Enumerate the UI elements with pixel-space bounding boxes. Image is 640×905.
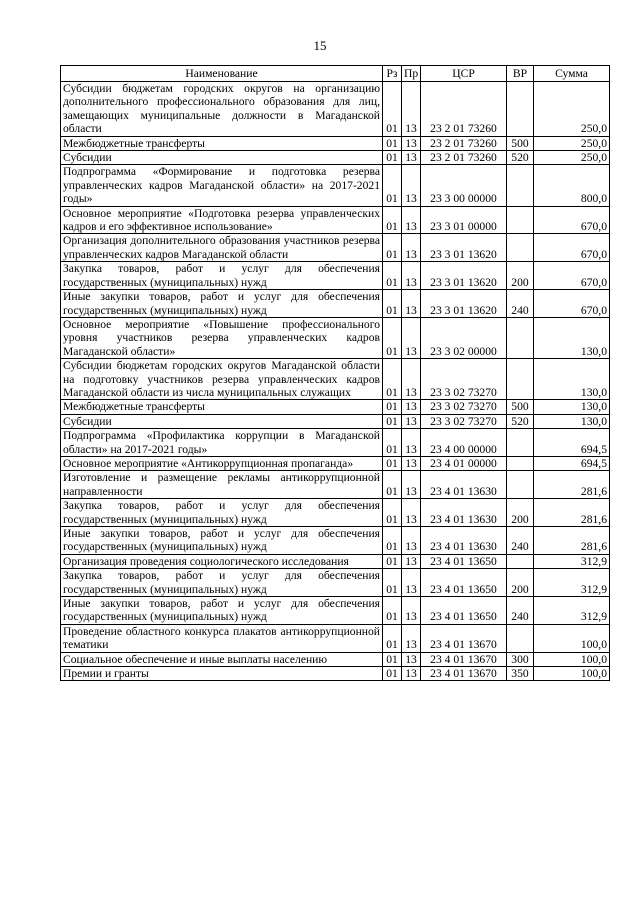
row-csr: 23 3 02 73270 <box>421 400 507 414</box>
row-csr: 23 3 02 00000 <box>421 317 507 358</box>
row-rz: 01 <box>383 414 402 428</box>
table-row <box>61 652 610 666</box>
row-sum: 130,0 <box>534 400 610 414</box>
row-vr: 350 <box>507 667 534 681</box>
row-vr <box>507 234 534 262</box>
row-pr: 13 <box>402 667 421 681</box>
row-csr: 23 3 01 13620 <box>421 290 507 318</box>
table-row <box>61 667 610 681</box>
header-sum: Сумма <box>534 66 610 82</box>
row-pr: 13 <box>402 290 421 318</box>
row-rz: 01 <box>383 527 402 555</box>
row-csr: 23 3 02 73270 <box>421 414 507 428</box>
table-row <box>61 597 610 625</box>
row-pr: 13 <box>402 234 421 262</box>
table-header-row <box>61 66 610 82</box>
row-csr: 23 3 00 00000 <box>421 165 507 206</box>
row-name: Субсидии бюджетам городских округов Магаданской области на подготовку участников резерва управленческих кадров Магаданской области из числа муниципальных служащих <box>61 359 383 400</box>
table-row <box>61 414 610 428</box>
row-csr: 23 2 01 73260 <box>421 136 507 150</box>
row-pr: 13 <box>402 136 421 150</box>
row-rz: 01 <box>383 554 402 568</box>
row-sum: 130,0 <box>534 317 610 358</box>
row-pr: 13 <box>402 652 421 666</box>
row-name: Организация проведения социологического исследования <box>61 554 383 568</box>
row-pr: 13 <box>402 471 421 499</box>
table-row <box>61 569 610 597</box>
row-name: Субсидии <box>61 151 383 165</box>
row-csr: 23 4 01 13630 <box>421 499 507 527</box>
row-rz: 01 <box>383 290 402 318</box>
row-sum: 100,0 <box>534 667 610 681</box>
row-name: Иные закупки товаров, работ и услуг для обеспечения государственных (муниципальных) нужд <box>61 527 383 555</box>
row-pr: 13 <box>402 400 421 414</box>
row-rz: 01 <box>383 400 402 414</box>
row-sum: 281,6 <box>534 471 610 499</box>
table-row <box>61 471 610 499</box>
table-row <box>61 262 610 290</box>
row-rz: 01 <box>383 624 402 652</box>
row-sum: 800,0 <box>534 165 610 206</box>
table-row <box>61 359 610 400</box>
header-name: Наименование <box>61 66 383 82</box>
row-vr: 240 <box>507 597 534 625</box>
table-row <box>61 206 610 234</box>
row-vr: 240 <box>507 290 534 318</box>
row-csr: 23 4 01 13650 <box>421 569 507 597</box>
row-name: Проведение областного конкурса плакатов антикоррупционной тематики <box>61 624 383 652</box>
row-sum: 694,5 <box>534 429 610 457</box>
row-name: Субсидии <box>61 414 383 428</box>
row-sum: 250,0 <box>534 136 610 150</box>
row-rz: 01 <box>383 569 402 597</box>
row-name: Основное мероприятие «Подготовка резерва управленческих кадров и его эффективное использование» <box>61 206 383 234</box>
row-sum: 100,0 <box>534 624 610 652</box>
row-name: Основное мероприятие «Антикоррупционная пропаганда» <box>61 456 383 470</box>
table-row <box>61 456 610 470</box>
row-name: Премии и гранты <box>61 667 383 681</box>
row-csr: 23 4 01 13670 <box>421 652 507 666</box>
row-csr: 23 4 01 13670 <box>421 624 507 652</box>
row-vr <box>507 165 534 206</box>
row-pr: 13 <box>402 151 421 165</box>
row-csr: 23 4 01 13670 <box>421 667 507 681</box>
table-row <box>61 136 610 150</box>
row-rz: 01 <box>383 317 402 358</box>
row-csr: 23 3 01 00000 <box>421 206 507 234</box>
row-sum: 670,0 <box>534 206 610 234</box>
row-pr: 13 <box>402 165 421 206</box>
row-sum: 100,0 <box>534 652 610 666</box>
row-csr: 23 3 02 73270 <box>421 359 507 400</box>
row-vr <box>507 624 534 652</box>
row-sum: 130,0 <box>534 359 610 400</box>
row-rz: 01 <box>383 429 402 457</box>
table-row <box>61 429 610 457</box>
row-csr: 23 4 01 13630 <box>421 471 507 499</box>
table-row <box>61 234 610 262</box>
row-name: Закупка товаров, работ и услуг для обеспечения государственных (муниципальных) нужд <box>61 262 383 290</box>
table-row <box>61 151 610 165</box>
row-rz: 01 <box>383 136 402 150</box>
row-csr: 23 2 01 73260 <box>421 82 507 137</box>
row-name: Иные закупки товаров, работ и услуг для обеспечения государственных (муниципальных) нужд <box>61 290 383 318</box>
row-sum: 670,0 <box>534 262 610 290</box>
row-rz: 01 <box>383 456 402 470</box>
row-rz: 01 <box>383 151 402 165</box>
row-vr: 200 <box>507 262 534 290</box>
row-vr <box>507 456 534 470</box>
row-vr: 200 <box>507 499 534 527</box>
row-vr: 200 <box>507 569 534 597</box>
row-pr: 13 <box>402 499 421 527</box>
row-sum: 312,9 <box>534 569 610 597</box>
row-rz: 01 <box>383 597 402 625</box>
row-vr: 500 <box>507 400 534 414</box>
row-name: Межбюджетные трансферты <box>61 136 383 150</box>
row-name: Основное мероприятие «Повышение профессионального уровня участников резерва управленческих кадров Магаданской области» <box>61 317 383 358</box>
header-rz: Рз <box>383 66 402 82</box>
table-row <box>61 82 610 137</box>
row-rz: 01 <box>383 499 402 527</box>
row-csr: 23 2 01 73260 <box>421 151 507 165</box>
row-name: Социальное обеспечение и иные выплаты населению <box>61 652 383 666</box>
row-vr <box>507 471 534 499</box>
row-pr: 13 <box>402 554 421 568</box>
row-sum: 281,6 <box>534 499 610 527</box>
row-pr: 13 <box>402 597 421 625</box>
row-name: Иные закупки товаров, работ и услуг для обеспечения государственных (муниципальных) нужд <box>61 597 383 625</box>
row-sum: 670,0 <box>534 234 610 262</box>
row-sum: 281,6 <box>534 527 610 555</box>
row-vr <box>507 554 534 568</box>
row-vr: 500 <box>507 136 534 150</box>
row-name: Межбюджетные трансферты <box>61 400 383 414</box>
row-pr: 13 <box>402 624 421 652</box>
row-pr: 13 <box>402 569 421 597</box>
table-row <box>61 554 610 568</box>
row-vr <box>507 317 534 358</box>
row-vr: 520 <box>507 151 534 165</box>
table-body <box>61 82 610 681</box>
row-pr: 13 <box>402 414 421 428</box>
row-csr: 23 4 01 13650 <box>421 597 507 625</box>
table-row <box>61 624 610 652</box>
row-vr: 300 <box>507 652 534 666</box>
row-csr: 23 3 01 13620 <box>421 234 507 262</box>
row-rz: 01 <box>383 652 402 666</box>
row-pr: 13 <box>402 359 421 400</box>
row-name: Закупка товаров, работ и услуг для обеспечения государственных (муниципальных) нужд <box>61 569 383 597</box>
row-vr <box>507 359 534 400</box>
row-pr: 13 <box>402 429 421 457</box>
row-sum: 670,0 <box>534 290 610 318</box>
row-name: Подпрограмма «Формирование и подготовка резерва управленческих кадров Магаданской области» на 2017-2021 годы» <box>61 165 383 206</box>
row-rz: 01 <box>383 82 402 137</box>
header-vr: ВР <box>507 66 534 82</box>
row-vr <box>507 429 534 457</box>
row-pr: 13 <box>402 262 421 290</box>
row-vr <box>507 206 534 234</box>
row-sum: 250,0 <box>534 151 610 165</box>
table-row <box>61 165 610 206</box>
budget-table <box>60 65 610 681</box>
row-pr: 13 <box>402 206 421 234</box>
row-rz: 01 <box>383 667 402 681</box>
row-pr: 13 <box>402 82 421 137</box>
table-row <box>61 527 610 555</box>
row-name: Закупка товаров, работ и услуг для обеспечения государственных (муниципальных) нужд <box>61 499 383 527</box>
row-pr: 13 <box>402 456 421 470</box>
row-vr: 240 <box>507 527 534 555</box>
row-csr: 23 4 00 00000 <box>421 429 507 457</box>
row-csr: 23 4 01 13630 <box>421 527 507 555</box>
row-vr: 520 <box>507 414 534 428</box>
row-rz: 01 <box>383 234 402 262</box>
row-name: Субсидии бюджетам городских округов на организацию дополнительного профессионального образования для лиц, замещающих муниципальные должности в Магаданской области <box>61 82 383 137</box>
row-sum: 250,0 <box>534 82 610 137</box>
header-csr: ЦСР <box>421 66 507 82</box>
table-row <box>61 317 610 358</box>
row-sum: 694,5 <box>534 456 610 470</box>
page-number: 15 <box>313 38 327 53</box>
row-rz: 01 <box>383 471 402 499</box>
row-pr: 13 <box>402 317 421 358</box>
table-row <box>61 290 610 318</box>
row-name: Изготовление и размещение рекламы антикоррупционной направленности <box>61 471 383 499</box>
row-rz: 01 <box>383 359 402 400</box>
row-pr: 13 <box>402 527 421 555</box>
row-sum: 130,0 <box>534 414 610 428</box>
table-row <box>61 400 610 414</box>
row-rz: 01 <box>383 206 402 234</box>
row-csr: 23 3 01 13620 <box>421 262 507 290</box>
header-pr: Пр <box>402 66 421 82</box>
row-vr <box>507 82 534 137</box>
row-name: Организация дополнительного образования участников резерва управленческих кадров Магаданской области <box>61 234 383 262</box>
row-rz: 01 <box>383 165 402 206</box>
row-csr: 23 4 01 13650 <box>421 554 507 568</box>
row-name: Подпрограмма «Профилактика коррупции в Магаданской области» на 2017-2021 годы» <box>61 429 383 457</box>
row-sum: 312,9 <box>534 597 610 625</box>
row-csr: 23 4 01 00000 <box>421 456 507 470</box>
row-sum: 312,9 <box>534 554 610 568</box>
table-row <box>61 499 610 527</box>
row-rz: 01 <box>383 262 402 290</box>
